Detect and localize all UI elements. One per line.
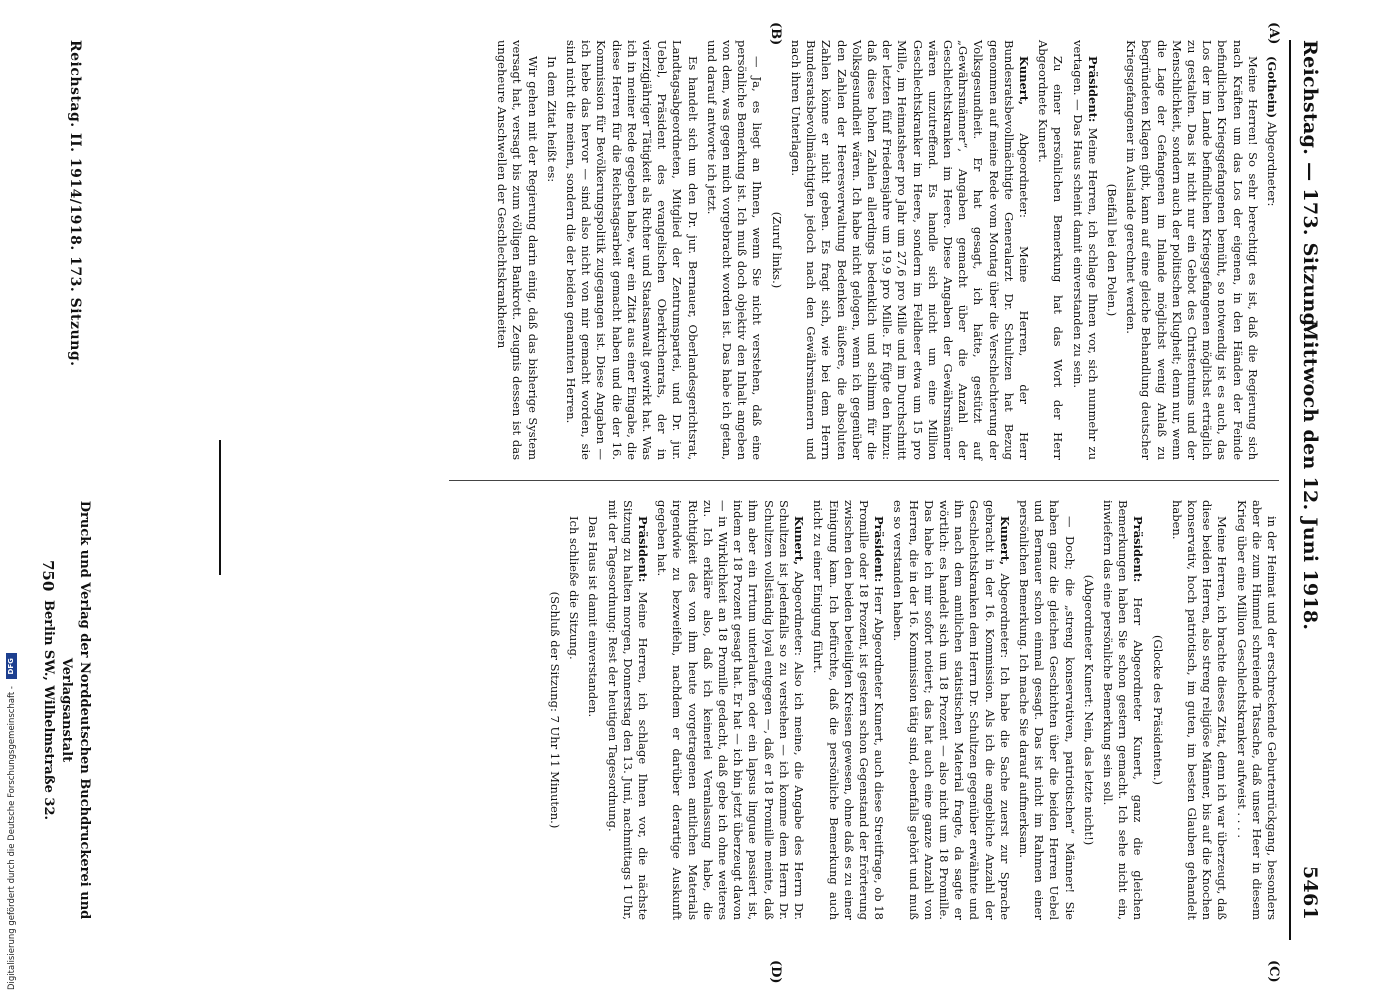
speaker-name: Kunert, xyxy=(997,516,1012,566)
stage-direction: (Abgeordneter Kunert: Nein, das letzte nicht!) xyxy=(1081,574,1096,846)
stage-direction: (Schluß der Sitzung: 7 Uhr 11 Minuten.) xyxy=(548,591,563,829)
margin-marker-a: (A) xyxy=(1266,22,1281,45)
text-paragraph: — Doch; die „streng konservativen, patriotischen“ Männer! Sie haben ganz die gleichen Geschichten über die beiden Herren Uebel und Bernauer schon einmal gesagt. Das ist nicht im Rahmen einer persönlichen Bemerkung. Ich mache Sie darauf aufmerksam. xyxy=(1016,500,1077,920)
speech-paragraph xyxy=(1069,40,1099,460)
credit-text: Digitalisierung gefördert durch die Deutsche Forschungsgemeinschaft - xyxy=(7,686,17,990)
sheet-number: 750 xyxy=(39,560,57,592)
speech-text: Meine Herren, ich schlage Ihnen vor, sich nunmehr zu vertagen. — Das Haus scheint damit einverstanden zu sein. xyxy=(1070,40,1100,461)
speech-paragraph xyxy=(810,500,886,920)
page-header xyxy=(1293,40,1325,920)
margin-marker-b: (B) xyxy=(768,22,783,46)
speech-text: Herr Abgeordneter Kunert, auch diese Streitfrage, ob 18 Promille oder 18 Prozent, ist gestern schon Gegenstand der Erörterung zwischen den beiden beteiligten Kreisen gewesen, ohne daß es zu einer Einigung kam. Ich befürchte, daß die persönliche Bemerkung auch nicht zu einer Einigung führt. xyxy=(811,500,887,920)
header-rule xyxy=(1289,40,1291,940)
speech-text: Abgeordneter: Also ich meine, die Angabe des Herrn Dr. Schultzen ist jedenfalls so zu verstehen — ich komme dem Herrn Dr. Schultzen vollständig loyal entgegen —, daß er 18 Promille meinte, daß ihm aber ein Irrtum unterlaufen oder ein lapsus linguae passiert ist, indem er 18 Prozent gesagt hat. Er hat — ich bin jetzt überzeugt davon — in Wirklichkeit an 18 Promille gedacht, daß gebe ich ohne weiteres zu. Ich erkläre also, daß ich keinerlei Veranlassung habe, die Richtigkeit des von ihm heute vorgetragenen amtlichen Materials irgendwie zu bezweifeln, nachdem er darüber derartige Auskunft gegeben hat. xyxy=(655,500,807,920)
margin-marker-c: (C) xyxy=(1266,960,1281,983)
margin-marker-d: (D) xyxy=(768,960,783,984)
text-paragraph: Es handelt sich um den Dr. jur. Bernauer, Oberlandesgerichtsrat, Landtagsabgeordneten, Mitglied der Zentrumspartei, und Dr. jur. Uebel, Präsident des evangelischen Oberkirchenrats, der in vierzigjähriger Tätigkeit als Richter und Staatsanwalt gewirkt hat. Was ich in meiner Rede gegeben habe, war ein Zitat aus einer Eingabe, die diese Herren für die Reichstagsarbeit gemacht haben und die der 16. Kommission für Bevölkerungspolitik zugegangen ist. Diese Angaben — ich hebe das hervor — sind also nicht von mir gemacht worden, sie sind nicht die meinen, sondern die der beiden genannten Herren. xyxy=(564,40,700,460)
speech-text: Herr Abgeordneter Kunert, ganz die gleichen Bemerkungen haben Sie schon gestern gemacht. Ich sehe nicht ein, inwiefern das eine persönliche Bemerkung sein soll. xyxy=(1100,500,1146,921)
speech-text: Abgeordneter: Ich habe die Sache zuerst zur Sprache gebracht in der 16. Kommission. Als ich die angebliche Anzahl der Geschlechtskranken dem Herrn Dr. Schultzen gegenüber erwähnte und ihn nach dem amtlichen statistischen Material fragte, da sagte er wörtlich: es handelt sich um 18 Prozent — also nicht um 18 Promille. Das habe ich mir sofort notiert; das hat auch eine ganze Anzahl von Herren, die in der 16. Kommission tätig sind, ebenfalls gehört und muß es so verstanden haben. xyxy=(891,500,1012,920)
footer-session-line: Reichstag. II. 1914/1918. 173. Sitzung. xyxy=(67,40,83,367)
stage-direction: (Glocke des Präsidenten.) xyxy=(1150,634,1165,786)
speech-paragraph xyxy=(1100,500,1146,920)
speech-text: Abgeordneter: Meine Herren, der Herr Bundesratsbevollmächtigte Generalarzt Dr. Schultzen hat Bezug genommen auf meine Rede vom Montag über die Verschlechterung der Volksgesundheit. Er hat gesagt, ich hätte, gestützt auf „Gewährsmänner“, Angaben gemacht über die Anzahl der Geschlechtskranken im Heere. Diese Angaben der Gewährsmänner wären unzutreffend. Es handle sich nicht um eine Million Geschlechtskranker im Heere, sondern im Feldheer etwa um 15 pro Mille, im Heimatsheer pro Jahr um 27,6 pro Mille und im Durchschnitt der letzten fünf Friedensjahre um 19,9 pro Mille. Er fügte den hinzu: daß diese hohen Zahlen allerdings bedenklich und schlimm für die Volksgesundheit wären. Ich habe nicht gelogen, wenn ich gegenüber den Zahlen der Heeresverwaltung Bedenken äußere, die absoluten Zahlen könne er nicht geben. Es fragt sich, wie bei dem Herrn Bundesratsbevollmächtigten jedoch nach den Gewährsmännern und nach ihren Unterlagen. xyxy=(788,40,1031,460)
speaker-name: Kunert, xyxy=(792,516,807,566)
stage-direction: (Zuruf links.) xyxy=(769,211,784,289)
speaker-name: Kunert, xyxy=(1016,56,1031,106)
speech-paragraph xyxy=(1264,40,1279,460)
printer-line-1: Druck und Verlag der Norddeutschen Buchdruckerei und Verlagsanstalt xyxy=(59,500,92,920)
text-paragraph: Das Haus ist damit einverstanden. xyxy=(586,516,601,718)
speech-paragraph xyxy=(788,40,1031,460)
header-left: Reichstag. — 173. Sitzung. xyxy=(1299,40,1321,334)
speech-paragraph xyxy=(654,500,806,920)
speaker-name: Präsident: xyxy=(872,516,887,583)
text-paragraph: Meine Herren, ich brachte dieses Zitat, denn ich war überzeugt, daß diese beiden Herren, also streng religiöse Männer, bis auf die Knochen konservativ, hoch patriotisch, im guten, im besten Glauben gehandelt haben. xyxy=(1169,500,1230,920)
text-paragraph: In dem Zitat heißt es: xyxy=(544,56,559,183)
speech-text: Abgeordneter: xyxy=(1265,121,1279,207)
digitization-credit xyxy=(6,653,17,990)
column-divider xyxy=(449,480,1279,481)
end-rule xyxy=(219,440,221,575)
text-paragraph: Wir gehen mit der Regierung darin einig, daß das bisherige System versagt hat, versagt bis zum völligen Bankrott. Zeugnis dessen ist das ungeheure Anschwellen der Geschlechtskrankheiten xyxy=(495,40,540,460)
text-paragraph: Meine Herren! So sehr berechtigt es ist, daß die Regierung sich nach Kräften um das Los der eigenen, in den Händen der Feinde befindlichen Kriegsgefangenen bemüht, so notwendig ist es auch, das Los der im Lande befindlichen Kriegsgefangenen möglichst erträglich zu gestalten. Das ist nicht nur ein Gebot des Christentums und der Menschlichkeit, sondern auch der politischen Klugheit; denn nur, wenn die Lage der Gefangenen im Inlande möglichst wenig Anlaß zu begründeten Klagen gibt, kann auf eine gleiche Behandlung deutscher Kriegsgefangener im Auslande gerechnet werden. xyxy=(1124,40,1260,460)
speaker-name: Präsident: xyxy=(636,516,651,583)
text-paragraph: Ich schließe die Sitzung. xyxy=(567,516,582,660)
speaker-name: (Gothein) xyxy=(1265,56,1279,119)
left-column xyxy=(490,40,1279,460)
right-column xyxy=(543,500,1279,920)
speech-paragraph xyxy=(604,500,650,920)
text-paragraph: — Ja, es liegt an Ihnen, wenn Sie nicht verstehen, daß eine persönliche Bemerkung ist. Ich muß doch objektiv den Inhalt angeben von dem, was gegen mich vorgebracht worden ist. Das habe ich getan, und darauf antworte ich jetzt. xyxy=(704,40,765,460)
speaker-name: Präsident: xyxy=(1131,516,1146,583)
printer-line-2: Berlin SW., Wilhelmstraße 32. xyxy=(41,599,56,821)
text-paragraph: Zu einer persönlichen Bemerkung hat das Wort der Herr Abgeordnete Kunert. xyxy=(1036,40,1066,460)
header-date: Mittwoch den 12. Juni 1918. xyxy=(1299,320,1321,631)
stage-direction: (Beifall bei den Polen.) xyxy=(1104,183,1119,317)
dfg-logo: DFG xyxy=(6,653,17,679)
speech-paragraph xyxy=(890,500,1012,920)
page-number: 5461 xyxy=(1299,865,1321,920)
speaker-name: Präsident: xyxy=(1085,56,1100,123)
speech-text: Meine Herren, ich schlage Ihnen vor, die nächste Sitzung zu halten morgen, Donnerstag den 13. Juni, nachmittags 1 Uhr, mit der Tagesordnung: Rest der heutigen Tagesordnung. xyxy=(605,500,651,920)
text-paragraph: in der Heimat und der erschreckende Geburtenrückgang, besonders aber die zum Himmel schreiende Tatsache, daß unser Heer in diesem Krieg über eine Million Geschlechtskranker aufweist . . . . xyxy=(1234,500,1279,920)
